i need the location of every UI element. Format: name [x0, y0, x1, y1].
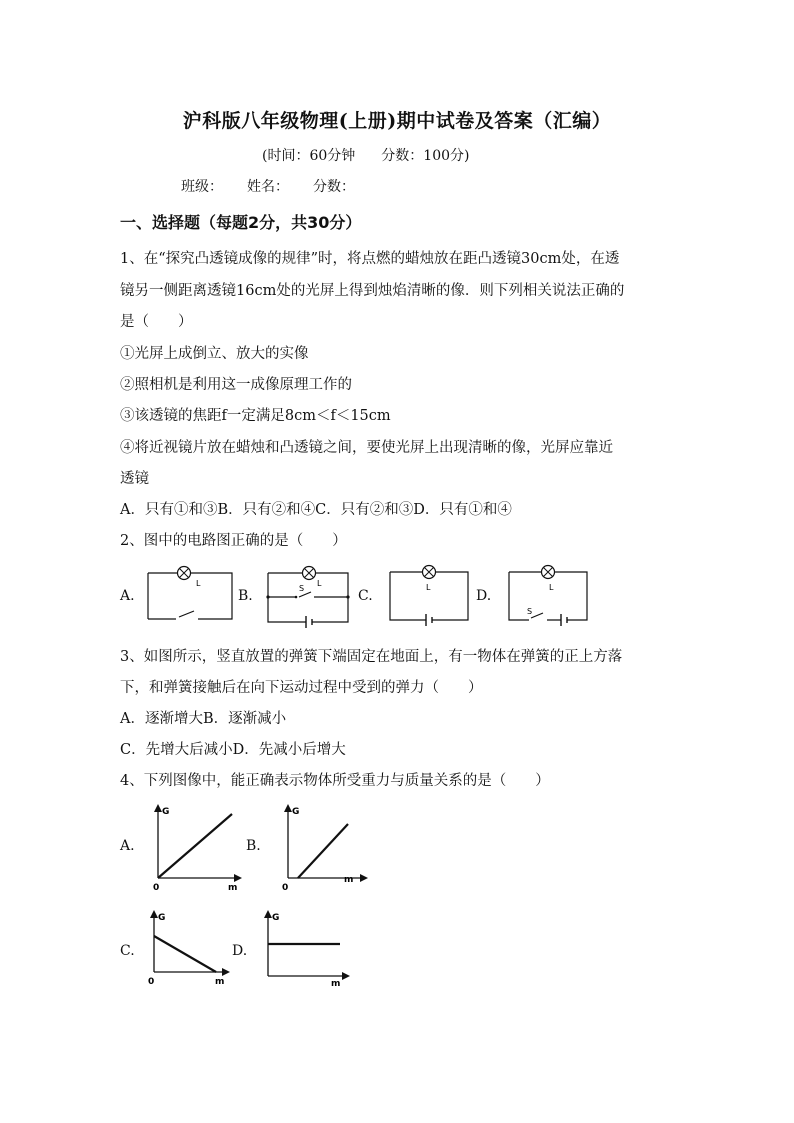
q2-stem: 2、图中的电路图正确的是（ ） [120, 533, 347, 549]
name-label: 姓名： [247, 179, 289, 195]
y-axis-label: G [158, 913, 166, 923]
origin-label: 0 [148, 977, 155, 987]
time-info: (时间：60分钟 [262, 148, 356, 164]
lamp-icon [542, 566, 555, 579]
q1-statement-4: ④将近视镜片放在蜡烛和凸透镜之间，要使光屏上出现清晰的像，光屏应靠近 [120, 440, 613, 456]
q4-graph-b [278, 800, 378, 892]
q4-option-b-label: B. [246, 838, 261, 854]
g-vs-m-line [298, 824, 348, 878]
lamp-label: L [426, 583, 431, 592]
score-info: 分数：100分) [381, 148, 470, 164]
lamp-icon [178, 567, 191, 580]
exam-meta [262, 145, 495, 165]
switch-label: S [527, 607, 533, 616]
lamp-label: L [196, 579, 201, 588]
q4-option-d-label: D. [232, 943, 248, 959]
origin-label: 0 [153, 883, 160, 893]
score-label: 分数： [313, 179, 355, 195]
section-heading: 一、选择题（每题2分，共30分） [120, 213, 362, 232]
q4-stem: 4、下列图像中，能正确表示物体所受重力与质量关系的是（ ） [120, 773, 550, 789]
q1-statement-4-cont: 透镜 [120, 471, 149, 487]
q3-options-ab: A．逐渐增大B．逐渐减小 [120, 711, 287, 727]
q2-option-b-label: B. [238, 588, 253, 604]
x-axis-label: m [215, 977, 225, 987]
y-axis-label: G [272, 913, 280, 923]
origin-label: 0 [282, 883, 289, 893]
x-axis-label: m [344, 875, 354, 885]
q2-circuit-d [505, 564, 591, 624]
q1-stem-line2: 镜另一侧距离透镜16cm处的光屏上得到烛焰清晰的像．则下列相关说法正确的 [120, 283, 625, 299]
page-title: 沪科版八年级物理(上册)期中试卷及答案（汇编） [182, 110, 612, 132]
q2-circuit-b [266, 566, 352, 626]
lamp-icon [423, 566, 436, 579]
class-label: 班级： [181, 179, 223, 195]
q3-stem-line1: 3、如图所示，竖直放置的弹簧下端固定在地面上，有一物体在弹簧的正上方落 [120, 649, 623, 665]
x-axis-label: m [331, 979, 341, 989]
q1-statement-2: ②照相机是利用这一成像原理工作的 [120, 377, 352, 393]
lamp-label: L [549, 583, 554, 592]
q2-circuit-c [386, 564, 472, 624]
q3-stem-line2: 下，和弹簧接触后在向下运动过程中受到的弹力（ ） [120, 680, 483, 696]
q2-option-d-label: D. [476, 588, 492, 604]
student-info-line [181, 176, 379, 196]
lamp-label: L [317, 579, 322, 588]
g-vs-m-line [158, 814, 232, 878]
q4-graph-c [144, 906, 244, 990]
q1-options: A．只有①和③B．只有②和④C．只有②和③D．只有①和④ [120, 502, 512, 518]
lamp-icon [303, 567, 316, 580]
q4-option-a-label: A. [120, 838, 135, 854]
q1-stem-line3: 是（ ） [120, 314, 193, 330]
q2-circuit-a [146, 566, 236, 624]
y-axis-label: G [162, 807, 170, 817]
q1-stem-line1: 1、在“探究凸透镜成像的规律”时，将点燃的蜡烛放在距凸透镜30cm处，在透 [120, 251, 620, 267]
q4-option-c-label: C. [120, 943, 135, 959]
q2-option-c-label: C. [358, 588, 373, 604]
switch-label: S [299, 584, 305, 593]
x-axis-label: m [228, 883, 238, 893]
q3-options-cd: C．先增大后减小D．先减小后增大 [120, 742, 346, 758]
q1-statement-3: ③该透镜的焦距f一定满足8cm＜f＜15cm [120, 408, 391, 424]
y-axis-label: G [292, 807, 300, 817]
q1-statement-1: ①光屏上成倒立、放大的实像 [120, 346, 309, 362]
g-vs-m-line [154, 936, 216, 972]
q4-graph-d [258, 906, 358, 990]
q4-graph-a [148, 800, 248, 892]
q2-option-a-label: A. [120, 588, 135, 604]
